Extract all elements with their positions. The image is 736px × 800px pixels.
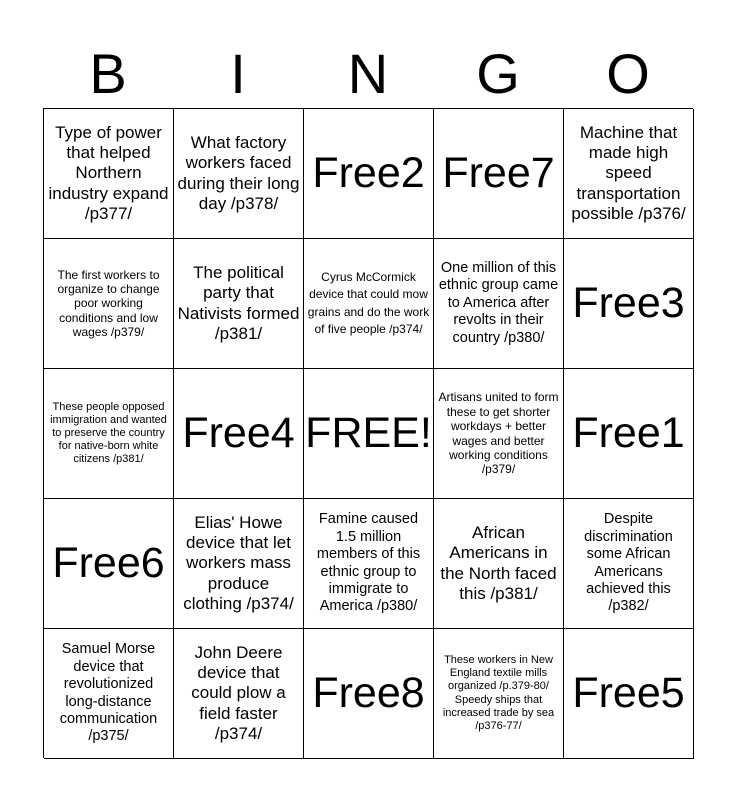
bingo-cell[interactable]: What factory workers faced during their long day /p378/ xyxy=(174,109,304,239)
bingo-cell-free[interactable]: Free1 xyxy=(564,369,694,499)
bingo-cell[interactable]: John Deere device that could plow a field faster /p374/ xyxy=(174,629,304,759)
bingo-cell[interactable]: Elias' Howe device that let workers mass produce clothing /p374/ xyxy=(174,499,304,629)
bingo-cell-free[interactable]: Free3 xyxy=(564,239,694,369)
header-letter-g: G xyxy=(476,42,520,105)
bingo-cell[interactable]: African Americans in the North faced this /p381/ xyxy=(434,499,564,629)
bingo-cell[interactable]: Artisans united to form these to get shorter workdays + better wages and better working conditions /p379/ xyxy=(434,369,564,499)
header-letter-b: B xyxy=(89,42,127,105)
bingo-cell[interactable]: Cyrus McCormick device that could mow grains and do the work of five people /p374/ xyxy=(304,239,434,369)
bingo-cell-free-center[interactable]: FREE! xyxy=(304,369,434,499)
bingo-cell[interactable]: Famine caused 1.5 million members of this ethnic group to immigrate to America /p380/ xyxy=(304,499,434,629)
bingo-cell-free[interactable]: Free6 xyxy=(44,499,174,629)
bingo-cell[interactable]: The first workers to organize to change poor working conditions and low wages /p379/ xyxy=(44,239,174,369)
bingo-cell[interactable]: These workers in New England textile mills organized /p.379-80/ Speedy ships that increased trade by sea /p376-77/ xyxy=(434,629,564,759)
bingo-cell[interactable]: Samuel Morse device that revolutionized long-distance communication /p375/ xyxy=(44,629,174,759)
bingo-cell-free[interactable]: Free4 xyxy=(174,369,304,499)
bingo-cell-free[interactable]: Free5 xyxy=(564,629,694,759)
bingo-board xyxy=(43,108,693,758)
bingo-cell-free[interactable]: Free2 xyxy=(304,109,434,239)
header-letter-n: N xyxy=(347,42,389,105)
bingo-cell[interactable]: The political party that Nativists formed /p381/ xyxy=(174,239,304,369)
bingo-cell[interactable]: One million of this ethnic group came to America after revolts in their country /p380/ xyxy=(434,239,564,369)
bingo-cell[interactable]: These people opposed immigration and wanted to preserve the country for native-born white citizens /p381/ xyxy=(44,369,174,499)
bingo-cell[interactable]: Despite discrimination some African Americans achieved this /p382/ xyxy=(564,499,694,629)
bingo-cell[interactable]: Type of power that helped Northern industry expand /p377/ xyxy=(44,109,174,239)
bingo-cell-free[interactable]: Free8 xyxy=(304,629,434,759)
header-letter-o: O xyxy=(606,42,650,105)
bingo-cell-free[interactable]: Free7 xyxy=(434,109,564,239)
header-letter-i: I xyxy=(230,42,246,105)
bingo-cell[interactable]: Machine that made high speed transportation possible /p376/ xyxy=(564,109,694,239)
bingo-header xyxy=(43,40,693,108)
